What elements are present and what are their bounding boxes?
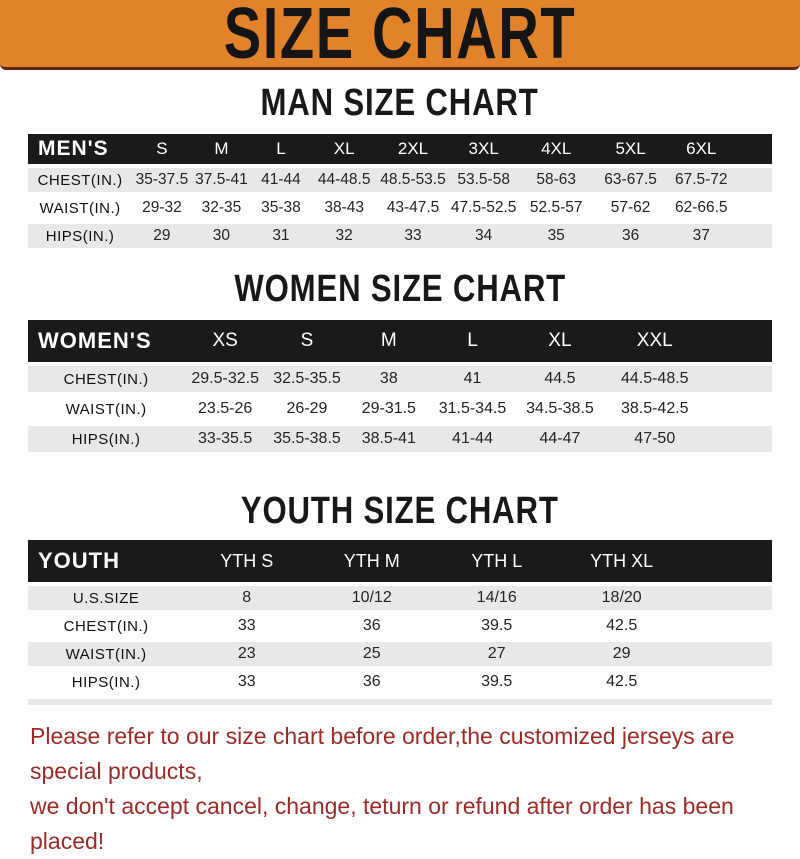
size-cell: 38.5-42.5	[605, 396, 705, 422]
size-cell: 38.5-41	[348, 426, 430, 452]
size-cell: 29-31.5	[348, 396, 430, 422]
size-cell: 52.5-57	[519, 196, 593, 220]
size-cell: 47-50	[605, 426, 705, 452]
women-chest-row	[28, 366, 772, 392]
size-cell: 33	[184, 614, 309, 638]
size-cell: 33	[378, 224, 449, 248]
size-cell: 41-44	[430, 426, 516, 452]
row-label: CHEST(IN.)	[28, 168, 132, 192]
spacer-cell	[705, 396, 772, 422]
youth-ussize-row	[28, 586, 772, 610]
size-cell: 32.5-35.5	[266, 366, 348, 392]
size-chart-banner	[0, 0, 800, 74]
men-size-header-m: M	[192, 134, 252, 164]
size-cell: 43-47.5	[378, 196, 449, 220]
row-label: HIPS(IN.)	[28, 426, 184, 452]
size-cell: 33	[184, 670, 309, 694]
size-cell: 63-67.5	[593, 168, 667, 192]
men-size-header-2xl: 2XL	[378, 134, 449, 164]
women-section-heading	[0, 268, 800, 310]
size-cell: 58-63	[519, 168, 593, 192]
size-cell: 23	[184, 642, 309, 666]
row-label: WAIST(IN.)	[28, 396, 184, 422]
size-cell: 35-37.5	[132, 168, 192, 192]
size-cell: 48.5-53.5	[378, 168, 449, 192]
banner-title: SIZE CHART	[223, 0, 577, 74]
youth-section-heading	[0, 490, 800, 532]
disclaimer-line-1: Please refer to our size chart before order,the customized jerseys are special products,	[30, 723, 735, 784]
size-cell: 8	[184, 586, 309, 610]
men-size-header-l: L	[251, 134, 311, 164]
youth-size-header-m: YTH M	[309, 540, 434, 582]
youth-size-header-xl: YTH XL	[559, 540, 684, 582]
spacer-cell	[735, 134, 772, 164]
women-header-row	[28, 320, 772, 362]
size-cell: 32	[311, 224, 378, 248]
size-cell: 44-47	[515, 426, 604, 452]
row-label: CHEST(IN.)	[28, 366, 184, 392]
women-table-corner-label: WOMEN'S	[28, 320, 184, 362]
size-cell: 57-62	[593, 196, 667, 220]
size-cell: 36	[593, 224, 667, 248]
size-cell: 42.5	[559, 614, 684, 638]
women-size-header-s: S	[266, 320, 348, 362]
spacer-cell	[684, 614, 772, 638]
women-waist-row	[28, 396, 772, 422]
youth-size-header-l: YTH L	[434, 540, 559, 582]
disclaimer-line-2: we don't accept cancel, change, teturn or refund after order has been placed!	[30, 793, 734, 854]
men-header-row	[28, 134, 772, 164]
size-cell: 26-29	[266, 396, 348, 422]
youth-chest-row	[28, 614, 772, 638]
size-cell: 47.5-52.5	[448, 196, 519, 220]
size-cell: 35.5-38.5	[266, 426, 348, 452]
youth-table-corner-label: YOUTH	[28, 540, 184, 582]
size-cell: 62-66.5	[668, 196, 735, 220]
men-size-header-4xl: 4XL	[519, 134, 593, 164]
men-hips-row	[28, 224, 772, 248]
size-cell: 32-35	[192, 196, 252, 220]
size-cell: 39.5	[434, 614, 559, 638]
spacer-cell	[684, 670, 772, 694]
size-cell: 34	[448, 224, 519, 248]
men-waist-row	[28, 196, 772, 220]
size-cell: 23.5-26	[184, 396, 266, 422]
row-label: WAIST(IN.)	[28, 196, 132, 220]
men-section-heading	[0, 82, 800, 124]
size-cell: 67.5-72	[668, 168, 735, 192]
row-label: CHEST(IN.)	[28, 614, 184, 638]
spacer-cell	[705, 426, 772, 452]
size-cell: 14/16	[434, 586, 559, 610]
men-size-header-xl: XL	[311, 134, 378, 164]
youth-header-row	[28, 540, 772, 582]
size-cell: 18/20	[559, 586, 684, 610]
women-hips-row	[28, 426, 772, 452]
youth-size-header-s: YTH S	[184, 540, 309, 582]
size-cell: 35-38	[251, 196, 311, 220]
size-cell: 44.5	[515, 366, 604, 392]
size-cell: 29.5-32.5	[184, 366, 266, 392]
size-cell: 37	[668, 224, 735, 248]
size-cell: 42.5	[559, 670, 684, 694]
table-end-strip	[28, 699, 772, 705]
size-cell: 41	[430, 366, 516, 392]
men-size-table	[28, 130, 772, 252]
size-cell: 38	[348, 366, 430, 392]
size-cell: 38-43	[311, 196, 378, 220]
spacer-cell	[684, 586, 772, 610]
youth-section-heading-text: YOUTH SIZE CHART	[241, 490, 559, 532]
size-cell: 27	[434, 642, 559, 666]
youth-waist-row	[28, 642, 772, 666]
row-label: HIPS(IN.)	[28, 670, 184, 694]
women-size-header-xl: XL	[515, 320, 604, 362]
row-label: U.S.SIZE	[28, 586, 184, 610]
size-cell: 41-44	[251, 168, 311, 192]
women-size-table	[28, 316, 772, 456]
size-cell: 29-32	[132, 196, 192, 220]
size-cell: 36	[309, 670, 434, 694]
women-size-header-l: L	[430, 320, 516, 362]
size-cell: 35	[519, 224, 593, 248]
size-cell: 29	[132, 224, 192, 248]
disclaimer-note	[30, 719, 800, 859]
row-label: HIPS(IN.)	[28, 224, 132, 248]
youth-hips-row	[28, 670, 772, 694]
women-size-header-xs: XS	[184, 320, 266, 362]
size-cell: 25	[309, 642, 434, 666]
men-section-heading-text: MAN SIZE CHART	[260, 82, 540, 124]
men-size-header-6xl: 6XL	[668, 134, 735, 164]
row-label: WAIST(IN.)	[28, 642, 184, 666]
spacer-cell	[735, 224, 772, 248]
size-cell: 33-35.5	[184, 426, 266, 452]
men-chest-row	[28, 168, 772, 192]
spacer-cell	[735, 196, 772, 220]
spacer-cell	[735, 168, 772, 192]
women-size-header-xxl: XXL	[605, 320, 705, 362]
size-cell: 36	[309, 614, 434, 638]
size-cell: 37.5-41	[192, 168, 252, 192]
women-size-header-m: M	[348, 320, 430, 362]
size-cell: 34.5-38.5	[515, 396, 604, 422]
women-section-heading-text: WOMEN SIZE CHART	[234, 268, 566, 310]
men-table-corner-label: MEN'S	[28, 134, 132, 164]
size-cell: 39.5	[434, 670, 559, 694]
size-cell: 30	[192, 224, 252, 248]
spacer-cell	[684, 540, 772, 582]
spacer-cell	[684, 642, 772, 666]
size-cell: 31	[251, 224, 311, 248]
size-cell: 44-48.5	[311, 168, 378, 192]
spacer-cell	[705, 320, 772, 362]
men-size-header-5xl: 5XL	[593, 134, 667, 164]
size-cell: 31.5-34.5	[430, 396, 516, 422]
men-size-header-3xl: 3XL	[448, 134, 519, 164]
youth-size-table	[28, 536, 772, 698]
spacer-cell	[705, 366, 772, 392]
size-cell: 53.5-58	[448, 168, 519, 192]
size-cell: 10/12	[309, 586, 434, 610]
size-cell: 29	[559, 642, 684, 666]
size-cell: 44.5-48.5	[605, 366, 705, 392]
men-size-header-s: S	[132, 134, 192, 164]
